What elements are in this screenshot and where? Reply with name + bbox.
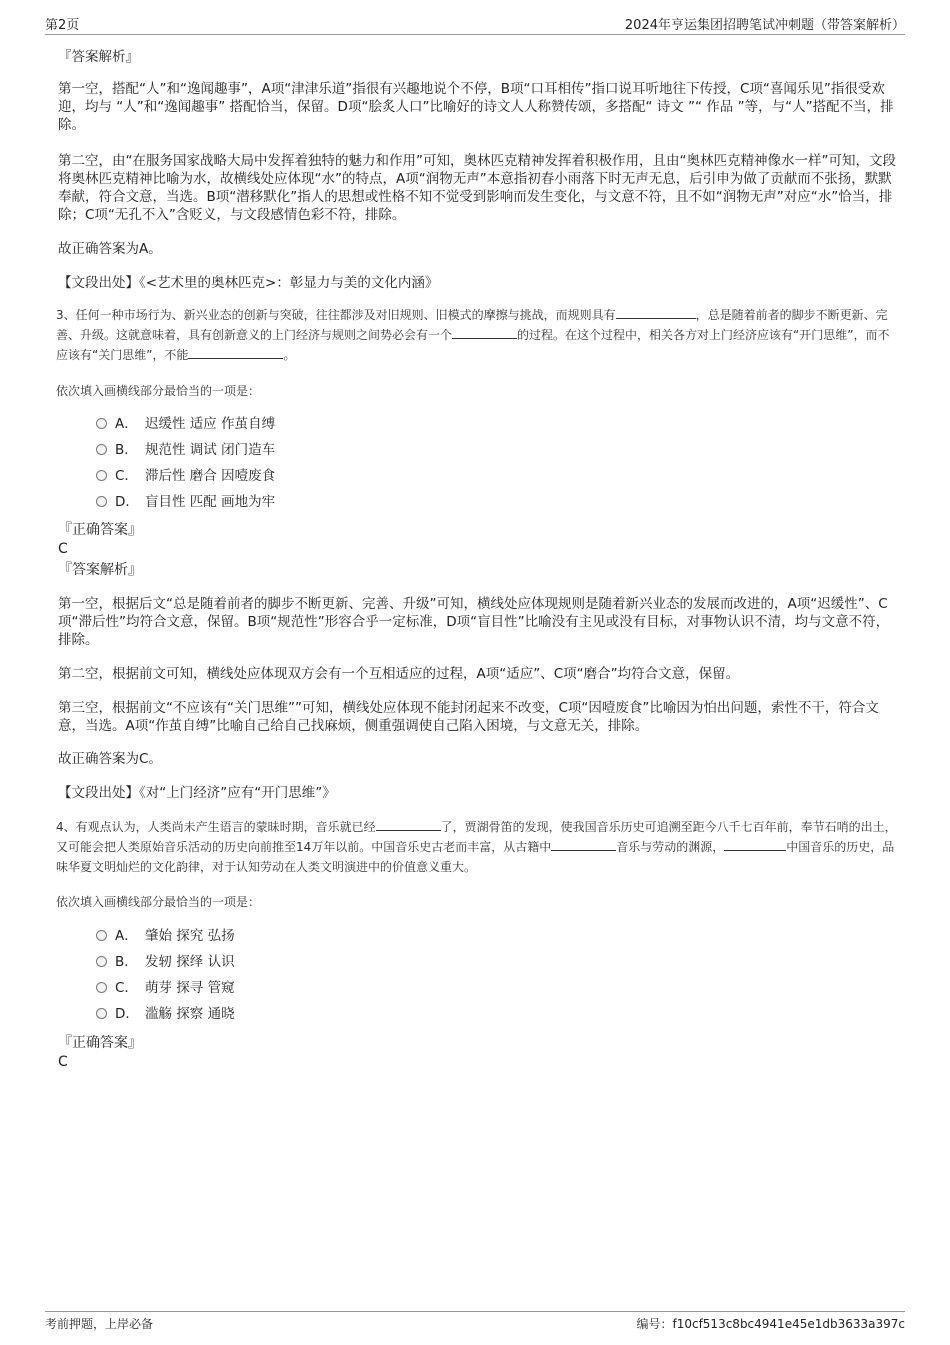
analysis-paragraph: 第二空，根据前文可知，横线处应体现双方会有一个互相适应的过程，A项“适应”、C项“磨合”均符合文意，保留。 — [58, 666, 740, 682]
question-stem: 4、有观点认为，人类尚未产生语言的蒙昧时期，音乐就已经 了，贾湖骨笛的发现，使我国音乐历史可追溯至距今八千七百年前，奉节石哨的出土，又可能会把人类原始音乐活动的历史向前推至14万年以前。中国音乐史古老而丰富，从古籍中 音乐与劳动的渊源， 中国音乐的历史，品味华夏文明灿烂的文化韵律，对于认知劳动在人类文明演进中的价值意义重大。 — [56, 820, 897, 874]
radio-icon[interactable] — [96, 956, 107, 967]
radio-icon[interactable] — [96, 470, 107, 481]
analysis-conclusion: 故正确答案为A。 — [58, 241, 162, 257]
radio-icon[interactable] — [96, 418, 107, 429]
document-id: 编号：f10cf513c8bc4941e45e1db3633a397c — [636, 1317, 905, 1331]
analysis-label: 『答案解析』 — [58, 49, 139, 65]
radio-icon[interactable] — [96, 496, 107, 507]
analysis-label: 『答案解析』 — [58, 562, 142, 578]
option-c[interactable]: C． 滞后性 磨合 因噎废食 — [96, 466, 275, 486]
option-a[interactable]: A． 迟缓性 适应 作茧自缚 — [96, 414, 275, 434]
page-number: 第2页 — [45, 18, 80, 33]
correct-answer-label: 『正确答案』 — [58, 522, 142, 538]
radio-icon[interactable] — [96, 930, 107, 941]
radio-icon[interactable] — [96, 444, 107, 455]
document-title: 2024年亨运集团招聘笔试冲刺题（带答案解析） — [624, 18, 905, 33]
correct-answer-label: 『正确答案』 — [58, 1035, 142, 1051]
analysis-paragraph: 第一空，根据后文“总是随着前者的脚步不断更新、完善、升级”可知，横线处应体现规则是随着新兴业态的发展而改进的，A项“迟缓性”、C项“滞后性”均符合文意，保留。B项“规范性”形容合乎一定标准，D项“盲目性”比喻没有主见或没有目标，对事物认识不清，均与文意不符，排除。 — [58, 596, 890, 648]
radio-icon[interactable] — [96, 1008, 107, 1019]
analysis-conclusion: 故正确答案为C。 — [58, 751, 162, 767]
correct-answer: C — [58, 1054, 68, 1070]
option-d[interactable]: D． 盲目性 匹配 画地为牢 — [96, 492, 275, 512]
analysis-paragraph: 第一空，搭配“人”和“逸闻趣事”，A项“津津乐道”指很有兴趣地说个不停，B项“口耳相传”指口说耳听地往下传授，C项“喜闻乐见”指很受欢迎，均与 “人”和“逸闻趣事” 搭配恰当，保留。D项“脍炙人口”比喻好的诗文人人称赞传颂，多搭配“ 诗文 ”“ 作品 ”等，与“人”搭配不当，排除。 — [58, 81, 894, 133]
page-footer — [45, 1311, 905, 1334]
fill-blank — [616, 306, 696, 319]
question-instruction: 依次填入画横线部分最恰当的一项是： — [56, 384, 261, 398]
analysis-paragraph: 第二空，由“在服务国家战略大局中发挥着独特的魅力和作用”可知，奥林匹克精神发挥着积极作用，且由“奥林匹克精神像水一样”可知，文段将奥林匹克精神比喻为水，故横线处应体现“水”的特点，A项“润物无声”本意指初春小雨落下时无声无息，后引申为做了贡献而不张扬，默默奉献，符合文意，当选。B项“潜移默化”指人的思想或性格不知不觉受到影响而发生变化，与文意不符，且不如“润物无声”对应“水”恰当，排除；C项“无孔不入”含贬义，与文段感情色彩不符，排除。 — [58, 153, 896, 223]
fill-blank — [376, 818, 441, 831]
fill-blank — [551, 838, 616, 851]
analysis-paragraph: 第三空，根据前文“不应该有“关门思维””可知，横线处应体现不能封闭起来不改变，C项“因噎废食”比喻因为怕出问题，索性不干，符合文意，当选。A项“作茧自缚”比喻自己给自己找麻烦，侧重强调使自己陷入困境，与文意无关，排除。 — [58, 700, 879, 734]
correct-answer: C — [58, 541, 68, 557]
source-citation: 【文段出处】《对“上门经济”应有“开门思维”》 — [58, 785, 336, 801]
option-d[interactable]: D． 滥觞 探察 通晓 — [96, 1004, 235, 1024]
option-b[interactable]: B． 规范性 调试 闭门造车 — [96, 440, 275, 460]
question-instruction: 依次填入画横线部分最恰当的一项是： — [56, 895, 261, 909]
option-a[interactable]: A． 肇始 探究 弘扬 — [96, 926, 235, 946]
question-stem: 3、任何一种市场行为、新兴业态的创新与突破，往往都涉及对旧规则、旧模式的摩擦与挑战，而规则具有 ，总是随着前者的脚步不断更新、完善、升级。这就意味着，具有创新意义的上门经济与规则之间势必会有一个 的过程。在这个过程中，相关各方对上门经济应该有“开门思维”，而不应该有“关门思维”，不能 。 — [56, 308, 890, 362]
fill-blank — [724, 838, 786, 851]
footer-slogan: 考前押题，上岸必备 — [45, 1317, 154, 1331]
option-b[interactable]: B． 发轫 探绎 认识 — [96, 952, 235, 972]
page-header — [45, 12, 905, 35]
fill-blank — [188, 346, 283, 359]
radio-icon[interactable] — [96, 982, 107, 993]
source-citation: 【文段出处】《<艺术里的奥林匹克>：彰显力与美的文化内涵》 — [58, 275, 439, 291]
option-c[interactable]: C． 萌芽 探寻 管窥 — [96, 978, 235, 998]
fill-blank — [452, 326, 517, 339]
